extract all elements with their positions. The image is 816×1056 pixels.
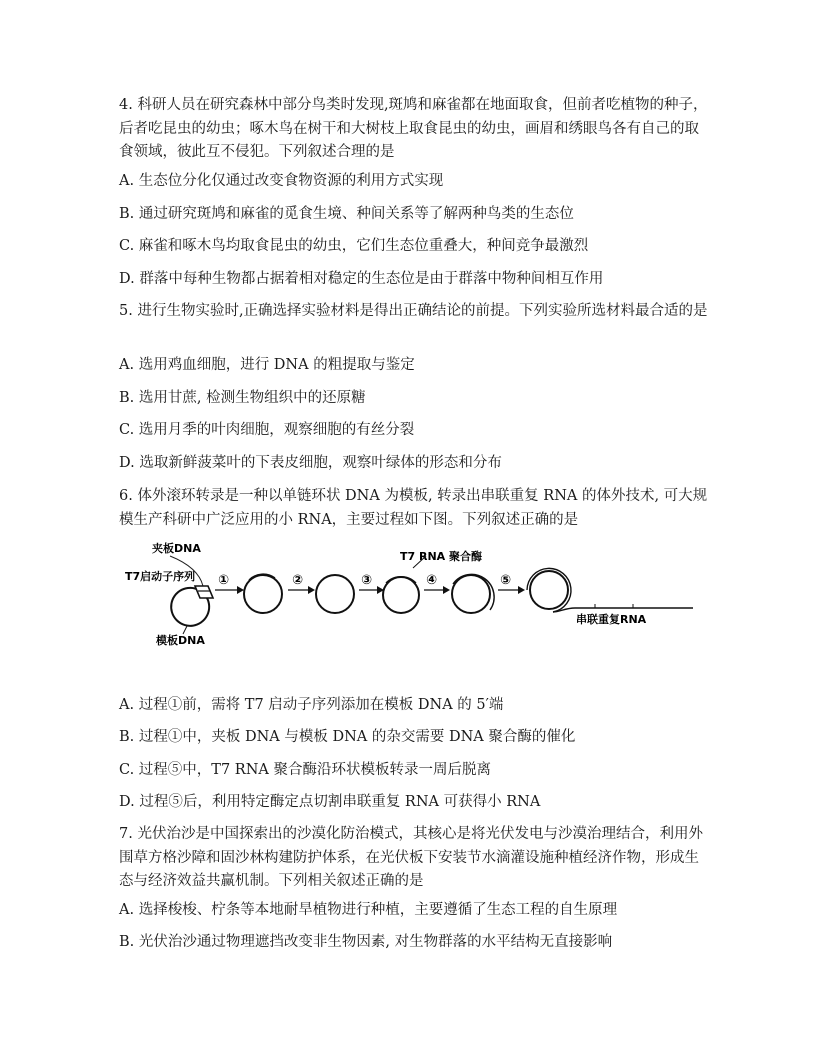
step-5-label: ⑤ xyxy=(500,573,512,588)
template-circle-initial xyxy=(171,586,213,634)
step-3-label: ③ xyxy=(361,573,373,588)
q4-option-d: D. 群落中每种生物都占据着相对稳定的生态位是由于群落中物种间相互作用 xyxy=(119,271,604,287)
q7-option-b: B. 光伏治沙通过物理遮挡改变非生物因素, 对生物群落的水平结构无直接影响 xyxy=(119,934,613,950)
q5-option-a: A. 选用鸡血细胞，进行 DNA 的粗提取与鉴定 xyxy=(119,357,415,373)
circle-after-step-5 xyxy=(527,568,693,612)
step-1-label: ① xyxy=(218,573,230,588)
circle-after-step-4 xyxy=(452,574,494,613)
splint-dna-label: 夹板DNA xyxy=(152,542,201,555)
q7-option-a: A. 选择梭梭、柠条等本地耐旱植物进行种植，主要遵循了生态工程的自生原理 xyxy=(119,902,618,918)
question-4-stem: 4. 科研人员在研究森林中部分鸟类时发现,斑鸠和麻雀都在地面取食，但前者吃植物的种子，后者吃昆虫的幼虫；啄木鸟在树干和大树枝上取食昆虫的幼虫，画眉和绣眼鸟各有自己的取食领域，彼此互不侵犯。下列叙述合理的是 xyxy=(119,97,708,160)
step-4 xyxy=(424,573,450,594)
tandem-rna-label: 串联重复RNA xyxy=(576,613,647,626)
template-dna-label: 模板DNA xyxy=(156,634,205,647)
t7-polymerase-label: T7 RNA 聚合酶 xyxy=(400,550,483,563)
q6-option-a: A. 过程①前，需将 T7 启动子序列添加在模板 DNA 的 5′端 xyxy=(119,697,504,713)
step-5 xyxy=(498,573,525,594)
circle-after-step-2 xyxy=(316,575,354,613)
step-2 xyxy=(288,573,315,594)
circle-after-step-3 xyxy=(383,556,426,613)
question-6-stem: 6. 体外滚环转录是一种以单链环状 DNA 为模板, 转录出串联重复 RNA 的体外技术, 可大规模生产科研中广泛应用的小 RNA，主要过程如下图。下列叙述正确的是 xyxy=(119,488,708,528)
q5-option-d: D. 选取新鲜菠菜叶的下表皮细胞，观察叶绿体的形态和分布 xyxy=(119,455,502,471)
q5-option-b: B. 选用甘蔗, 检测生物组织中的还原糖 xyxy=(119,390,366,406)
rolling-circle-transcription-figure xyxy=(115,538,700,650)
q4-option-c: C. 麻雀和啄木鸟均取食昆虫的幼虫，它们生态位重叠大，种间竞争最激烈 xyxy=(119,238,589,254)
question-5-stem: 5. 进行生物实验时,正确选择实验材料是得出正确结论的前提。下列实验所选材料最合适的是 xyxy=(119,303,708,319)
step-3 xyxy=(359,573,384,594)
step-4-label: ④ xyxy=(426,573,438,588)
q6-option-d: D. 过程⑤后，利用特定酶定点切割串联重复 RNA 可获得小 RNA xyxy=(119,794,541,810)
q6-option-c: C. 过程⑤中，T7 RNA 聚合酶沿环状模板转录一周后脱离 xyxy=(119,762,491,778)
step-2-label: ② xyxy=(292,573,304,588)
q5-option-c: C. 选用月季的叶肉细胞，观察细胞的有丝分裂 xyxy=(119,422,415,438)
question-7-stem: 7. 光伏治沙是中国探索出的沙漠化防治模式，其核心是将光伏发电与沙漠治理结合，利用外围草方格沙障和固沙林构建防护体系，在光伏板下安装节水滴灌设施种植经济作物，形成生态与经济效益共赢机制。下列相关叙述正确的是 xyxy=(119,826,703,889)
t7-promoter-label: T7启动子序列 xyxy=(125,570,196,583)
q4-option-b: B. 通过研究斑鸠和麻雀的觅食生境、种间关系等了解两种鸟类的生态位 xyxy=(119,206,574,222)
step-1 xyxy=(215,573,244,594)
q4-option-a: A. 生态位分化仅通过改变食物资源的利用方式实现 xyxy=(119,173,444,189)
circle-after-step-1 xyxy=(244,574,282,613)
q6-option-b: B. 过程①中，夹板 DNA 与模板 DNA 的杂交需要 DNA 聚合酶的催化 xyxy=(119,729,576,745)
